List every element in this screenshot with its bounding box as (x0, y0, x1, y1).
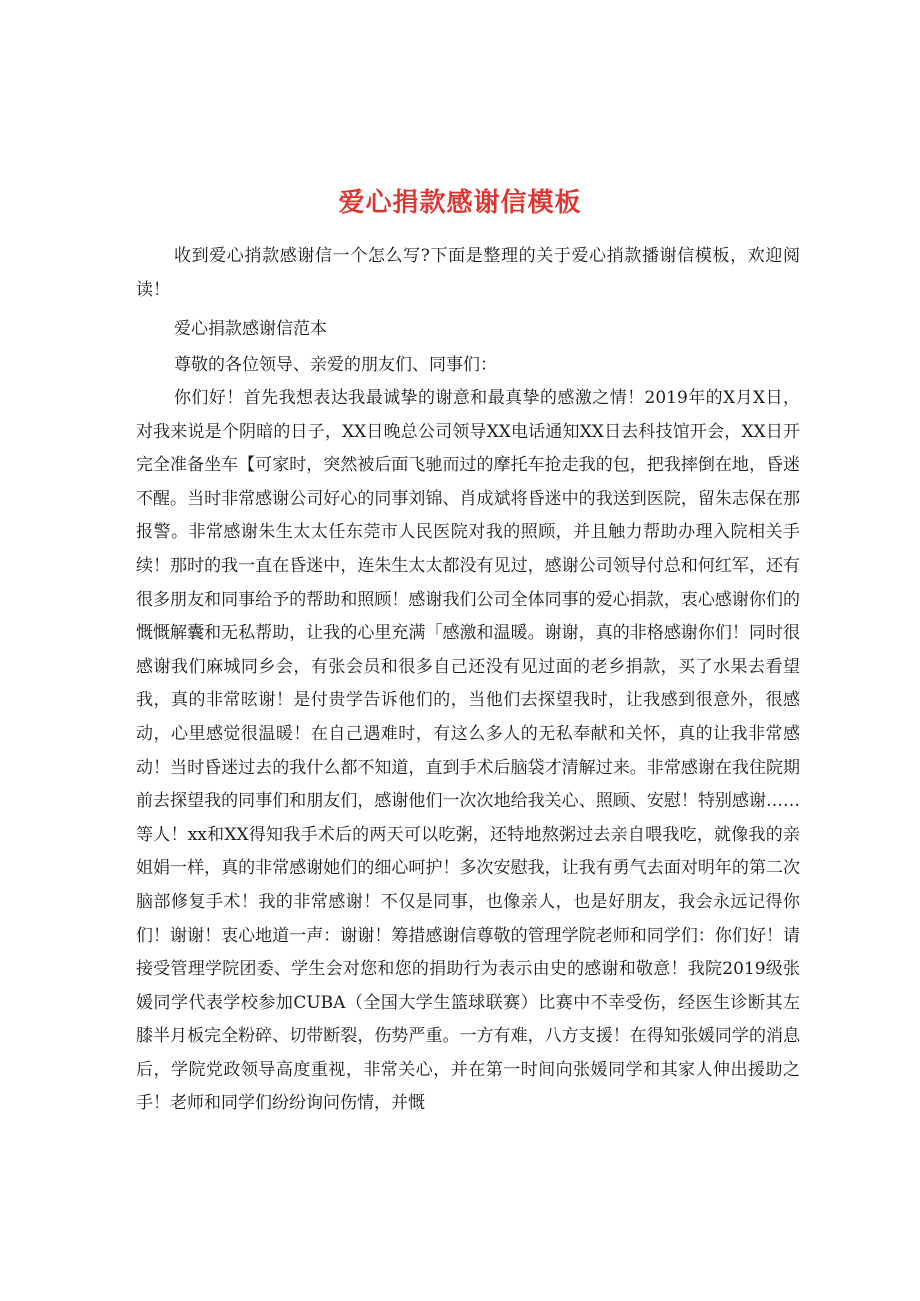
salutation: 尊敬的各位领导、亲爱的朋友们、同事们： (174, 355, 497, 375)
section-heading: 爱心捐款感谢信范本 (174, 319, 327, 339)
document-title: 爱心捐款感谢信模板 (338, 188, 582, 219)
intro-paragraph: 收到爱心捎款感谢信一个怎么写?下面是整理的关于爱心捎款播谢信模板，欢迎阅读！ (136, 246, 800, 300)
letter-body: 你们好！首先我想表达我最诚挚的谢意和最真挚的感激之情！2019年的X月X日，对我来说是个阴暗的日子，XX日晚总公司领导XX电话通知XX日去科技馆开会，XX日开完全准备坐车【可家时，突然被后面飞驰而过的摩托车抢走我的包，把我摔倒在地，昏迷不醒。当时非常感谢公司好心的同事刘锦、肖成斌将昏迷中的我送到医院，留朱志保在那报警。非常感谢朱生太太任东莞市人民医院对我的照顾，并且触力帮助办理入院相关手续！那时的我一直在昏迷中，连朱生太太都没有见过，感谢公司领导付总和何红军，还有很多朋友和同事给予的帮助和照顾！感谢我们公司全体同事的爱心捐款，衷心感谢你们的慨慨解囊和无私帮助，让我的心里充满「感激和温暖。谢谢，真的非格感谢你们！同时很感谢我们麻城同乡会，有张会员和很多自己还没有见过面的老乡捐款，买了水果去看望我，真的非常昡谢！是付贵学告诉他们的，当他们去探望我时，让我感到很意外，很感动，心里感觉很温暖！在自己遇难时，有这么多人的无私奉献和关怀，真的让我非常感动！当时昏迷过去的我什么都不知道，直到手术后脑袋才清解过来。非常感谢在我住院期前去探望我的同事们和朋友们，感谢他们一次次地给我关心、照顾、安慰！特别感谢……等人！xx和XX得知我手术后的两天可以吃粥，还特地熬粥过去亲自喂我吃，就像我的亲姐娟一样，真的非常感谢她们的细心呵护！多次安慰我，让我有勇气去面对明年的第二次脑部修复手术！我的非常感谢！不仅是同事，也像亲人，也是好朋友，我会永远记得你们！谢谢！衷心地道一声：谢谢！筹措感谢信尊敬的管理学院老师和同学们：你们好！请接受管理学院团委、学生会对您和您的捐助行为表示由史的感谢和敬意！我院2019级张媛同学代表学校参加CUBA（全国大学生篮球联赛）比赛中不幸受伤，经医生诊断其左膝半月板完全粉碎、切带断裂，伤势严重。一方有难，八方支援！在得知张媛同学的消息后，学院党政领导高度重视，非常关心，并在第一时间向张媛同学和其家人伸出援助之手！老师和同学们纷纷询问伤情，并慨 (136, 388, 800, 1114)
